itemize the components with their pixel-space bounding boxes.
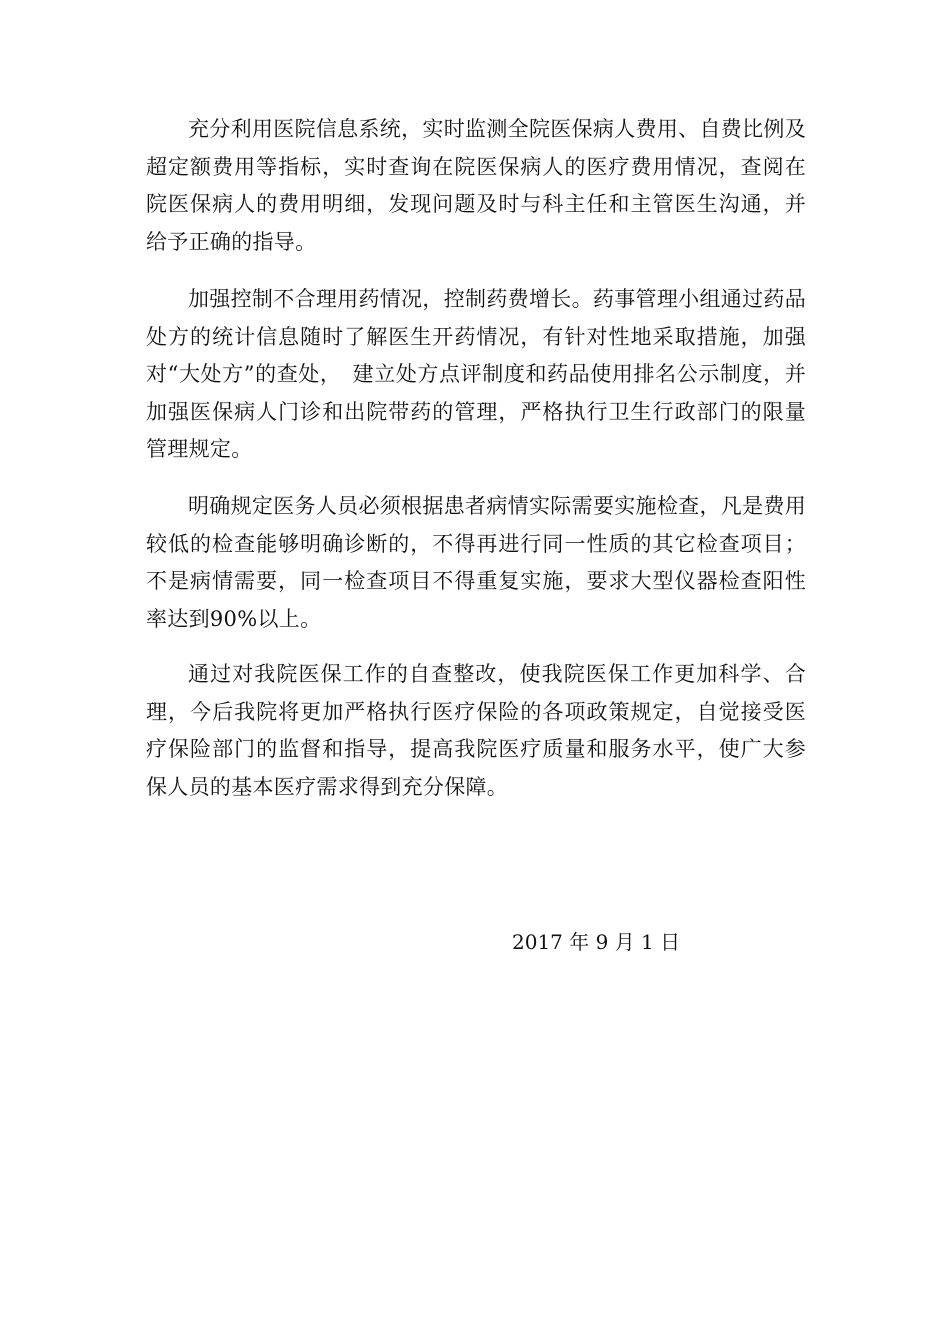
paragraph-information-system: 充分利用医院信息系统，实时监测全院医保病人费用、自费比例及超定额费用等指标，实时查询在院医保病人的医疗费用情况，查阅在院医保病人的费用明细，发现问题及时与科主任和主管医生沟通，并给予正确的指导。 xyxy=(146,117,806,254)
paragraph-examination-rules: 明确规定医务人员必须根据患者病情实际需要实施检查，凡是费用较低的检查能够明确诊断的，不得再进行同一性质的其它检查项目；不是病情需要，同一检查项目不得重复实施，要求大型仪器检查阳性率达到90%以上。 xyxy=(146,494,806,631)
paragraph-drug-control: 加强控制不合理用药情况，控制药费增长。药事管理小组通过药品处方的统计信息随时了解医生开药情况，有针对性地采取措施，加强对“大处方”的查处， 建立处方点评制度和药品使用排名公示制度，并加强医保病人门诊和出院带药的管理，严格执行卫生行政部门的限量管理规定。 xyxy=(146,287,806,461)
paragraph-conclusion: 通过对我院医保工作的自查整改，使我院医保工作更加科学、合理，今后我院将更加严格执行医疗保险的各项政策规定，自觉接受医疗保险部门的监督和指导，提高我院医疗质量和服务水平，使广大参保人员的基本医疗需求得到充分保障。 xyxy=(146,662,806,799)
document-date: 2017 年 9 月 1 日 xyxy=(512,930,681,954)
